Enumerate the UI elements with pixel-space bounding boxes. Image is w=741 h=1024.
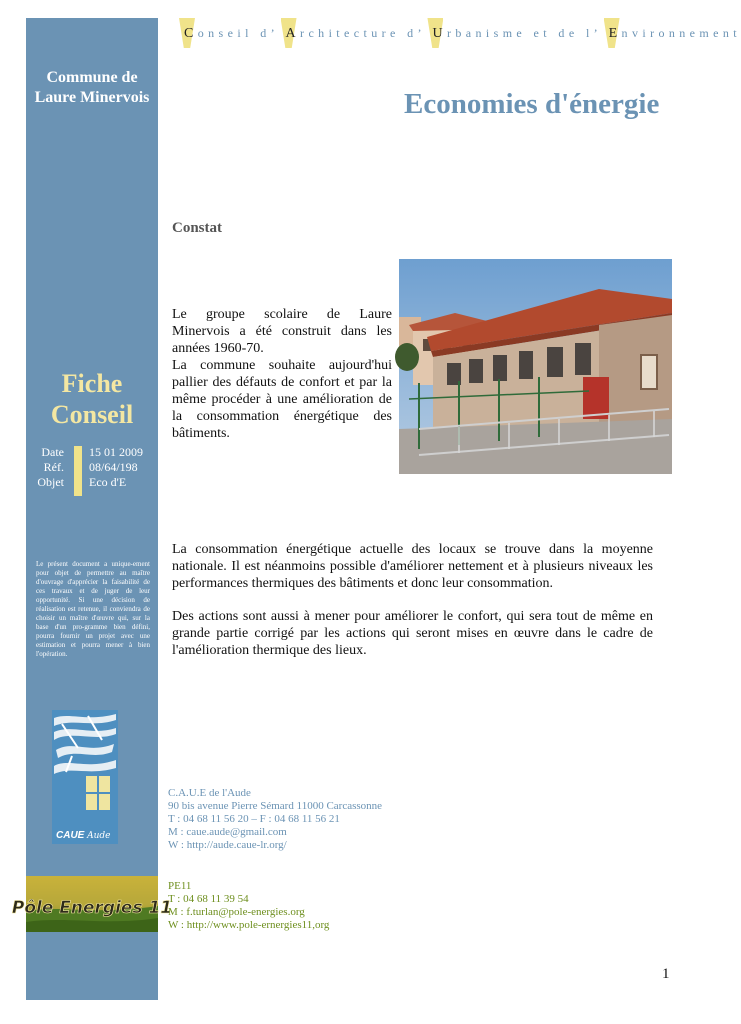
commune-line-1: Commune de — [46, 69, 138, 86]
page-number: 1 — [662, 966, 670, 982]
pole-energies-logo-text: Pôle Energies 11 — [11, 898, 173, 918]
caue-contact-phone: T : 04 68 11 56 20 – F : 04 68 11 56 21 — [168, 813, 340, 825]
header-cap-u: U — [432, 26, 447, 41]
page-title: Economies d'énergie — [404, 88, 660, 120]
constat-line-5: pallier des défauts de confort et par la — [172, 375, 392, 390]
ref-label: Réf. — [43, 460, 64, 474]
commune-line-2: Laure Minervois — [34, 89, 150, 106]
caue-contact-website[interactable]: W : http://aude.caue-lr.org/ — [168, 839, 287, 851]
constat-line-4: La commune souhaite aujourd'hui — [172, 358, 392, 373]
consumption-paragraph: La consommation énergétique actuelle des locaux se trouve dans la moyenne nationale. Il est néanmoins possible d'améliorer nettement et à plusieurs niveaux les performances thermiques des bâtiments et donc leur consommation. — [172, 542, 653, 591]
fiche-conseil-heading — [26, 368, 158, 430]
pole-contact-block — [168, 880, 329, 932]
caue-contact-block — [168, 787, 382, 852]
caue-contact-address: 90 bis avenue Pierre Sémard 11000 Carcassonne — [168, 800, 383, 812]
caue-logo-word: CAUE — [56, 830, 85, 841]
meta-values — [89, 445, 143, 490]
fiche-line-1: Fiche — [61, 369, 123, 398]
constat-line-3: années 1960-70. — [172, 341, 264, 356]
school-building-illustration — [399, 259, 672, 474]
header-cap-a: A — [285, 26, 301, 41]
header-word-environnement: nvironnement — [621, 26, 741, 40]
objet-label: Objet — [37, 475, 64, 489]
caue-logo-script: Aude — [87, 831, 111, 841]
header-cap-c: C — [184, 26, 198, 41]
section-heading-constat: Constat — [172, 220, 223, 236]
fiche-line-2: Conseil — [50, 400, 134, 429]
pole-energies-logo-graphic — [11, 876, 173, 932]
date-label: Date — [41, 445, 64, 459]
meta-labels — [30, 445, 64, 490]
date-value: 15 01 2009 — [89, 445, 143, 459]
constat-line-8: bâtiments. — [172, 426, 230, 441]
pole-contact-website[interactable]: W : http://www.pole-ernergies11,org — [168, 919, 330, 931]
school-building-photo — [399, 259, 672, 474]
header-cap-e: E — [608, 26, 622, 41]
meta-accent-bar — [74, 446, 82, 496]
objet-value: Eco d'E — [89, 475, 127, 489]
constat-line-6: même procéder à une amélioration de — [172, 392, 392, 407]
caue-contact-email[interactable]: M : caue.aude@gmail.com — [168, 826, 287, 838]
pole-contact-name: PE11 — [168, 880, 192, 892]
constat-line-1: Le groupe scolaire de Laure — [172, 307, 392, 322]
caue-logo-graphic — [52, 710, 118, 844]
pole-contact-phone: T : 04 68 11 39 54 — [168, 893, 249, 905]
header-word-architecture: rchitecture d’ — [300, 26, 433, 40]
commune-name — [26, 68, 158, 108]
constat-paragraph — [172, 306, 392, 442]
caue-contact-name: C.A.U.E de l'Aude — [168, 787, 251, 799]
caue-logo — [52, 710, 118, 844]
constat-line-7: la consommation énergétique des — [172, 409, 392, 424]
header-word-conseil: onseil d’ — [197, 26, 286, 40]
caue-logo-label — [56, 830, 111, 841]
analysis-text — [172, 541, 653, 675]
disclaimer-text: Le présent document a unique-ement pour objet de permettre au maître d'ouvrage d'apprécier la faisabilité de ces travaux et de juger de leur opportunité. Si une décision de réalisation est retenue, il conviendra de choisir un maître d'œuvre qui, sur la base d'un pro-gramme bien défini, pourra fournir un projet avec une estimation et pourra mener à bien l'opération. — [36, 560, 150, 658]
ref-value: 08/64/198 — [89, 460, 138, 474]
pole-contact-email[interactable]: M : f.turlan@pole-energies.org — [168, 906, 305, 918]
organization-header — [184, 26, 741, 42]
pole-energies-logo — [11, 876, 173, 932]
sidebar-band — [26, 18, 158, 1000]
header-word-urbanisme: rbanisme et de l’ — [446, 26, 609, 40]
constat-line-2: Minervois a été construit dans les — [172, 324, 392, 339]
comfort-paragraph: Des actions sont aussi à mener pour améliorer le confort, qui sera tout de même en grande partie corrigé par les actions qui seront mises en œuvre dans le cadre de l'amélioration thermique des lieux. — [172, 609, 653, 658]
